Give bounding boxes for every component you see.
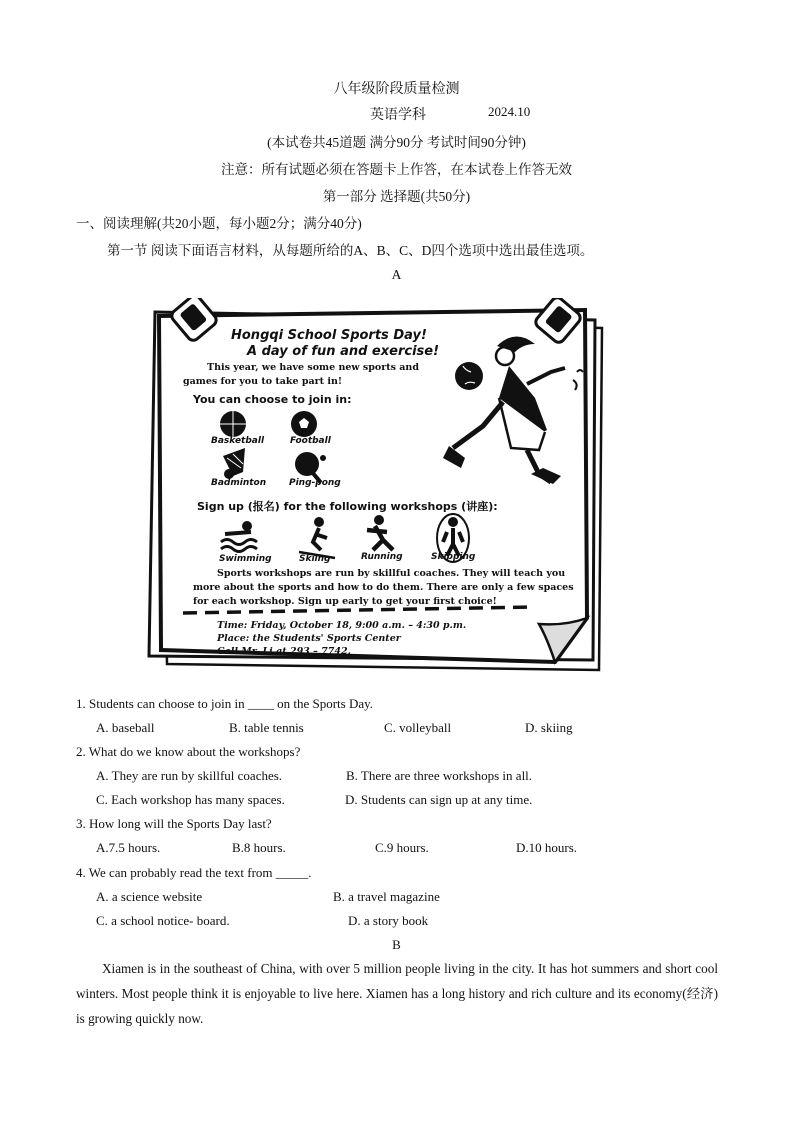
question-3-option-b: B.8 hours. (232, 840, 286, 855)
poster-intro-line1: This year, we have some new sports and (207, 362, 419, 373)
workshop-desc-line2: more about the sports and how to do them. There are only a few spaces (193, 582, 574, 593)
event-contact: Call Mr. Li at 293 – 7742. (217, 646, 351, 657)
question-3-stem: 3. How long will the Sports Day last? (76, 816, 272, 831)
question-4-stem: 4. We can probably read the text from _____. (76, 865, 312, 880)
passage-b-text (76, 956, 718, 1031)
question-1-stem: 1. Students can choose to join in ____ on the Sports Day. (76, 696, 374, 711)
workshop-desc-line3: for each workshop. Sign up early to get your first choice! (193, 596, 497, 607)
football-icon (291, 411, 317, 437)
exam-title: 八年级阶段质量检测 (333, 82, 460, 97)
signup-heading: Sign up (报名) for the following workshops (讲座): (197, 500, 498, 513)
sport-label-ping-pong: Ping-pong (289, 478, 341, 488)
exam-info: (本试卷共45道题 满分90分 考试时间90分钟) (267, 135, 526, 150)
subject-label: 英语学科 (370, 108, 426, 123)
question-1-option-a: A. baseball (96, 720, 155, 735)
question-2-option-d: D. Students can sign up at any time. (345, 792, 533, 807)
question-3-option-d: D.10 hours. (516, 840, 578, 855)
passage-a-label: A (391, 267, 402, 282)
sport-label-badminton: Badminton (211, 478, 267, 488)
question-2-option-c: C. Each workshop has many spaces. (96, 792, 285, 807)
question-4-option-b: B. a travel magazine (333, 889, 440, 904)
event-place: Place: the Students' Sports Center (217, 633, 401, 644)
basketball-icon (220, 411, 246, 437)
question-4-option-d: D. a story book (348, 913, 429, 928)
workshop-desc-line1: Sports workshops are run by skillful coaches. They will teach you (217, 568, 566, 579)
sport-label-football: Football (290, 436, 331, 446)
exam-notice: 注意：所有试题必须在答题卡上作答，在本试卷上作答无效 (221, 162, 572, 177)
poster-subtitle: A day of fun and exercise! (247, 344, 440, 359)
event-time: Time: Friday, October 18, 9:00 a.m. – 4:30 p.m. (217, 620, 467, 631)
workshop-label-running: Running (361, 552, 403, 562)
sports-day-poster (147, 298, 609, 681)
question-1-option-b: B. table tennis (229, 720, 304, 735)
question-4-option-c: C. a school notice- board. (96, 913, 230, 928)
question-4-option-a: A. a science website (96, 889, 203, 904)
choose-heading: You can choose to join in: (193, 393, 352, 406)
question-3-option-c: C.9 hours. (375, 840, 429, 855)
poster-title: Hongqi School Sports Day! (231, 328, 427, 343)
exam-date: 2024.10 (488, 104, 531, 119)
workshop-label-skipping: Skipping (431, 552, 476, 562)
sport-label-basketball: Basketball (211, 436, 265, 446)
poster-intro-line2: games for you to take part in! (183, 376, 343, 387)
workshop-label-swimming: Swimming (219, 554, 272, 564)
question-1-option-d: D. skiing (525, 720, 573, 735)
section-instruction: 第一节 阅读下面语言材料，从每题所给的A、B、C、D四个选项中选出最佳选项。 (107, 243, 594, 258)
question-3-option-a: A.7.5 hours. (96, 840, 161, 855)
question-2-option-a: A. They are run by skillful coaches. (96, 768, 283, 783)
passage-b-body: Xiamen is in the southeast of China, with over 5 million people living in the city. It has hot summers and short cool winters. Most people think it is enjoyable to live here. Xiamen has a long history and rich culture and its economy(经济) is growing quickly now. (76, 961, 718, 1026)
question-2-option-b: B. There are three workshops in all. (346, 768, 533, 783)
section-heading: 一、阅读理解(共20小题，每小题2分；满分40分) (76, 216, 362, 231)
passage-b-label: B (392, 937, 401, 952)
workshop-label-skiing: Skiing (299, 554, 331, 564)
question-1-option-c: C. volleyball (384, 720, 452, 735)
part-title: 第一部分 选择题(共50分) (322, 189, 471, 204)
question-2-stem: 2. What do we know about the workshops? (76, 744, 301, 759)
